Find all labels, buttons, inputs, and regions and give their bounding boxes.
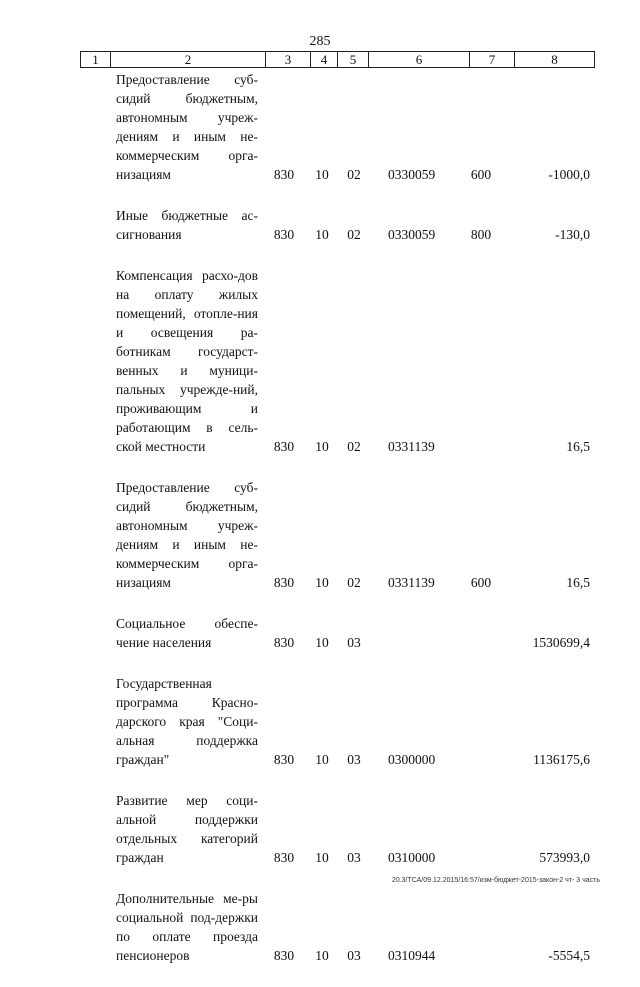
table-row — [0, 478, 640, 592]
row-target: 0331139 — [388, 575, 435, 590]
row-subsection: 03 — [347, 635, 361, 650]
row-section: 10 — [315, 948, 329, 963]
row-section: 10 — [315, 575, 329, 590]
row-code: 830 — [273, 850, 295, 865]
row-name: Компенсация расхо-дов на оплату жилых помещений, отопле-ния и освещения ра-ботникам государст-венных и муници-пальных учрежде-ний, проживающим и работающим в сель-ской местности — [116, 268, 258, 454]
page-number: 285 — [309, 34, 331, 49]
row-name: Предоставление суб-сидий бюджетным, автономным учреж-дениям и иным не-коммерческим орга-низациям — [116, 72, 258, 182]
row-subsection: 02 — [347, 167, 361, 182]
header-col-2: 2 — [111, 52, 266, 67]
header-col-1: 1 — [81, 52, 111, 67]
row-code: 830 — [273, 948, 295, 963]
table-row — [0, 674, 640, 769]
row-section: 10 — [315, 167, 329, 182]
header-col-7: 7 — [470, 52, 515, 67]
row-amount: 1530699,4 — [532, 635, 590, 650]
row-section: 10 — [315, 850, 329, 865]
row-amount: 16,5 — [566, 575, 590, 590]
header-col-6: 6 — [369, 52, 470, 67]
table-row — [0, 614, 640, 652]
row-name: Развитие мер соци-альной поддержки отдельных категорий граждан — [116, 793, 258, 865]
header-col-5: 5 — [338, 52, 369, 67]
row-amount: -1000,0 — [548, 167, 590, 182]
row-target: 0331139 — [388, 439, 435, 454]
row-section: 10 — [315, 752, 329, 767]
table-body — [0, 70, 640, 987]
row-type: 800 — [470, 227, 492, 242]
row-code: 830 — [273, 439, 295, 454]
row-name: Дополнительные ме-ры социальной под-держки по оплате проезда пенсионеров — [116, 891, 258, 963]
row-subsection: 02 — [347, 227, 361, 242]
header-col-3: 3 — [266, 52, 311, 67]
row-amount: -5554,5 — [548, 948, 590, 963]
row-section: 10 — [315, 227, 329, 242]
table-header — [80, 51, 595, 68]
table-row — [0, 791, 640, 867]
table-row — [0, 266, 640, 456]
row-type: 600 — [470, 167, 492, 182]
row-code: 830 — [273, 167, 295, 182]
row-target: 0330059 — [388, 167, 436, 182]
row-subsection: 03 — [347, 948, 361, 963]
row-target: 0310000 — [388, 850, 436, 865]
row-section: 10 — [315, 439, 329, 454]
row-code: 830 — [273, 227, 295, 242]
table-row — [0, 889, 640, 965]
row-target: 0310944 — [388, 948, 436, 963]
row-amount: -130,0 — [555, 227, 590, 242]
row-type: 600 — [470, 575, 492, 590]
row-target: 0330059 — [388, 227, 436, 242]
row-subsection: 02 — [347, 439, 361, 454]
footer-stamp: 20.3/ТСА/09.12.2015/16:57/изм-бюджет-2015-закон-2 чт- 3 часть — [391, 877, 600, 884]
row-name: Иные бюджетные ас-сигнования — [116, 208, 258, 242]
row-name: Государственная программа Красно-дарского края "Соци-альная поддержка граждан" — [116, 676, 258, 767]
table-row — [0, 206, 640, 244]
row-section: 10 — [315, 635, 329, 650]
row-target: 0300000 — [388, 752, 436, 767]
row-subsection: 02 — [347, 575, 361, 590]
row-code: 830 — [273, 635, 295, 650]
header-col-4: 4 — [311, 52, 338, 67]
header-col-8: 8 — [551, 52, 558, 67]
row-code: 830 — [273, 575, 295, 590]
row-code: 830 — [273, 752, 295, 767]
row-amount: 573993,0 — [539, 850, 590, 865]
row-amount: 1136175,6 — [533, 752, 590, 767]
row-name: Предоставление суб-сидий бюджетным, автономным учреж-дениям и иным не-коммерческим орга-низациям — [116, 480, 258, 590]
row-subsection: 03 — [347, 850, 361, 865]
table-row — [0, 70, 640, 184]
row-name: Социальное обеспе-чение населения — [116, 616, 258, 650]
row-subsection: 03 — [347, 752, 361, 767]
row-amount: 16,5 — [566, 439, 590, 454]
